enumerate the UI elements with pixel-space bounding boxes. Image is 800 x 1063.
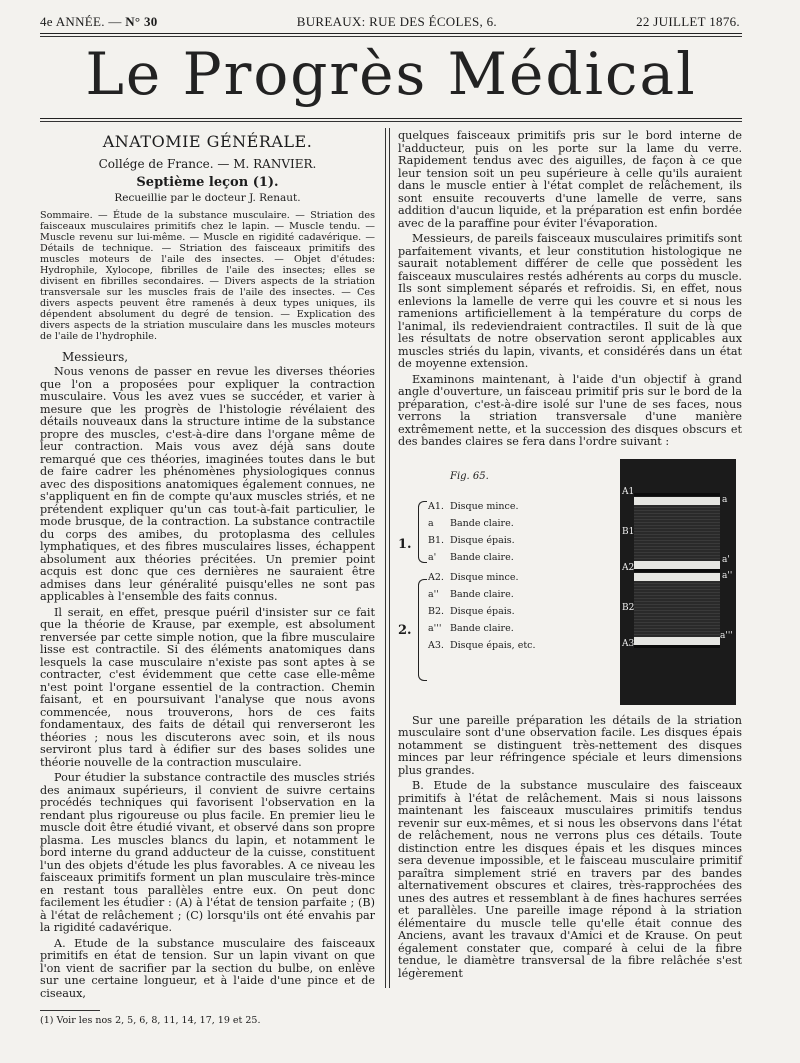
left-column [40,130,375,1026]
paragraph: Il serait, en effet, presque puéril d'insister sur ce fait que la théorie de Krause, par exemple, est absolument renversée par cette simple notion, que la fibre musculaire lisse est contractile. Si des éléments anatomiques dans lesquels la case musculaire n'existe pas sont aptes à se contracter, c'est évidemment que cette case elle-même n'est point l'organe essentiel de la contraction. Chemin faisant, et en poursuivant l'analyse que nous avons commencée, nous trouverons, hors de ces faits fondamentaux, des faits de détail qui renverseront les théories ; nous les discuterons avec soin, et ils nous serviront plus tard à édifier sur des bases solides une théorie nouvelle de la contraction musculaire. [40,605,375,769]
micrograph-illustration [620,459,736,705]
micro-label: a' [722,554,730,565]
legend-item: A1. Disque mince. [428,500,519,512]
legend-item: B1. Disque épais. [428,534,515,546]
issue-number: N° 30 [125,14,158,29]
thin-disk [634,569,720,572]
legend-item: A2. Disque mince. [428,571,519,583]
figure-title: Fig. 65. [450,470,489,482]
group-number: 2. [398,622,412,638]
micro-label: A1 [622,486,635,497]
masthead-rule [40,118,742,119]
legend-item: a' Bande claire. [428,551,514,563]
micro-label: A3 [622,638,635,649]
light-band [634,561,720,569]
lesson-title: Septième leçon (1). [136,175,279,190]
thick-disk [634,505,720,561]
micro-label: a''' [720,630,733,641]
header-rule-thin [40,36,742,37]
legend-item: a''' Bande claire. [428,622,514,634]
paragraph: quelques faisceaux primitifs pris sur le bord interne de l'adducteur, puis on les porte sur la lame du verre. Rapidement tendus avec des aiguilles, de façon à ce que leur tension soit un peu supérieure à celle qu'ils auraient dans le muscle entier à l'état complet de relâchement, ils sont ensuite recouverts d'une lamelle de verre, sans addition d'aucun liquide, et la préparation est enfin bordée avec de la paraffine pour éviter l'évaporation. [398,129,742,230]
legend-item: A3. Disque épais, etc. [428,639,536,651]
paragraph: A. Etude de la substance musculaire des faisceaux primitifs en état de tension. Sur un lapin vivant on que l'on vient de sacrifier par la section du bulbe, on enlève sur une certaine longueur, et à l'aide d'une pince et de ciseaux, [40,936,375,1000]
legend-item: B2. Disque épais. [428,605,515,617]
masthead: Le Progrès Médical [85,40,697,108]
micro-label: B2 [622,602,635,613]
brace [418,501,427,563]
header-issue [40,14,158,30]
footnote: (1) Voir les nos 2, 5, 6, 8, 11, 14, 17, 19 et 25. [40,1015,261,1026]
paragraph: Sur une pareille préparation les détails de la striation musculaire sont d'une observation facile. Les disques épais notamment se distinguent très-nettement des disques minces par leur réfringence spéciale et leurs dimensions plus grandes. [398,713,742,777]
light-band [634,497,720,505]
masthead-rule-thin [40,121,742,122]
paragraph: Messieurs, de pareils faisceaux musculaires primitifs sont parfaitement vivants, et leur constitution histologique ne saurait notablement différer de celle que possèdent les faisceaux musculaires restés adhérents au corps du muscle. Ils sont simplement séparés et refroidis. Si, en effet, nous enlevions la lamelle de verre qui les couvre et si nous les ramenions artificiellement à la température du corps de l'animal, ils redeviendraient contractiles. Il suit de là que les résultats de notre observation seront applicables aux muscles striés du lapin, vivants, et considérés dans un état de moyenne extension. [398,232,742,370]
micro-label: B1 [622,526,635,537]
thin-disk [634,645,720,648]
micro-label: a [722,494,728,505]
paragraph: Nous venons de passer en revue les diverses théories que l'on a proposées pour expliquer la contraction musculaire. Vous les avez vues se succéder, et varier à mesure que les progrès de l'histologie révélaient des détails nouveaux dans la structure intime de la substance propre des muscles, c'est-à-dire dans l'organe même de leur contraction. Mais vous avez déjà sans doute remarqué que ces théories, imaginées toutes dans le but de faire cadrer les phénomènes physiologiques connus avec des dispositions anatomiques également connues, ne s'appliquent en fin de compte qu'aux muscles striés, et ne prétendent expliquer qu'un cas tout-à-fait particulier, le mode brusque, de la contraction. La substance contractile du corps des amibes, du protoplasma des cellules lymphatiques, et des fibres musculaires lisses, échappent absolument aux théories précitées. Un premier point acquis est donc que ces dernières ne sauraient être admises dans leur généralité puisqu'elles ne sont pas applicables à l'ensemble des faits connus. [40,365,375,603]
column-divider-2 [389,128,390,988]
light-band [634,637,720,645]
group-number: 1. [398,536,412,552]
running-header [40,14,740,30]
figure-65 [398,459,742,705]
legend-item: a'' Bande claire. [428,588,514,600]
header-date: 22 JUILLET 1876. [636,14,740,29]
section-title: ANATOMIE GÉNÉRALE. [102,132,313,151]
header-offices: BUREAUX: RUE DES ÉCOLES, 6. [296,14,497,29]
light-band [634,573,720,581]
header-rule [40,33,742,34]
salutation: Messieurs, [62,350,129,364]
thick-disk [634,581,720,637]
brace [418,579,427,681]
legend-item: a Bande claire. [428,517,514,529]
micro-label: A2 [622,562,635,573]
micro-label: a'' [722,570,733,581]
paragraph: B. Etude de la substance musculaire des faisceaux primitifs à l'état de relâchement. Mais si nous laissons maintenant les faisceaux musculaires primitifs tendus revenir sur eux-mêmes, et si nous les observons dans l'état de relâchement, nous ne verrons plus ces détails. Toute distinction entre les disques épais et les disques minces sera devenue impossible, et le faisceau musculaire primitif paraîtra simplement strié en travers par des bandes alternativement obscures et claires, très-rapprochées des unes des autres et ressemblant à de fines hachures serrées et parallèles. Une pareille image répond à la striation élémentaire du muscle telle qu'elle était connue des Anciens, avant les travaux d'Amici et de Krause. On peut également constater que, comparé à celui de la fibre tendue, le diamètre transversal de la fibre relâchée s'est légèrement [398,779,742,980]
paragraph: Examinons maintenant, à l'aide d'un objectif à grand angle d'ouverture, un faisceau primitif pris sur le bord de la préparation, c'est-à-dire isolé sur l'une de ses faces, nous verrons la striation transversale d'une manière extrêmement nette, et la succession des disques obscurs et des bandes claires se fera dans l'ordre suivant : [398,372,742,448]
summary: Sommaire. — Étude de la substance musculaire. — Striation des faisceaux musculaires primitifs chez le lapin. — Muscle tendu. — Muscle revenu sur lui-même. — Muscle en rigidité cadavérique. — Détails de technique. — Striation des faisceaux primitifs des muscles moteurs de l'aile des insectes. — Objet d'études: Hydrophile, Xylocope, fibrilles de l'aile des insectes; elles se divisent en fibrilles secondaires. — Divers aspects de la striation transversale sur les muscles frais de l'aile des insectes. — Ces divers aspects peuvent être ramenés à deux types uniques, ils dépendent absolument du degré de tension. — Explication des divers aspects de la striation musculaire dans les muscles moteurs de l'aile de l'hydrophile. [40,210,375,342]
course-line: Collége de France. — M. RANVIER. [98,157,317,171]
year-label: 4e ANNÉE. — [40,14,122,29]
footnote-rule [40,1010,100,1011]
thin-disk [634,493,720,496]
collected-by: Recueillie par le docteur J. Renaut. [114,192,301,204]
column-divider [385,128,386,988]
right-column [398,130,742,983]
paragraph: Pour étudier la substance contractile des muscles striés des animaux supérieurs, il convient de suivre certains procédés techniques qui favorisent l'observation en la rendant plus rigoureuse ou plus facile. En premier lieu le muscle doit être étudié vivant, et observé dans son propre plasma. Les muscles blancs du lapin, et notamment le bord interne du grand adducteur de la cuisse, constituent l'un des objets d'étude les plus favorables. A ce niveau les faisceaux primitifs forment un plan musculaire très-mince en restant tous parallèles entre eux. On peut donc facilement les étudier : (A) à l'état de tension parfaite ; (B) à l'état de relâchement ; (C) lorsqu'ils ont été envahis par la rigidité cadavérique. [40,771,375,934]
